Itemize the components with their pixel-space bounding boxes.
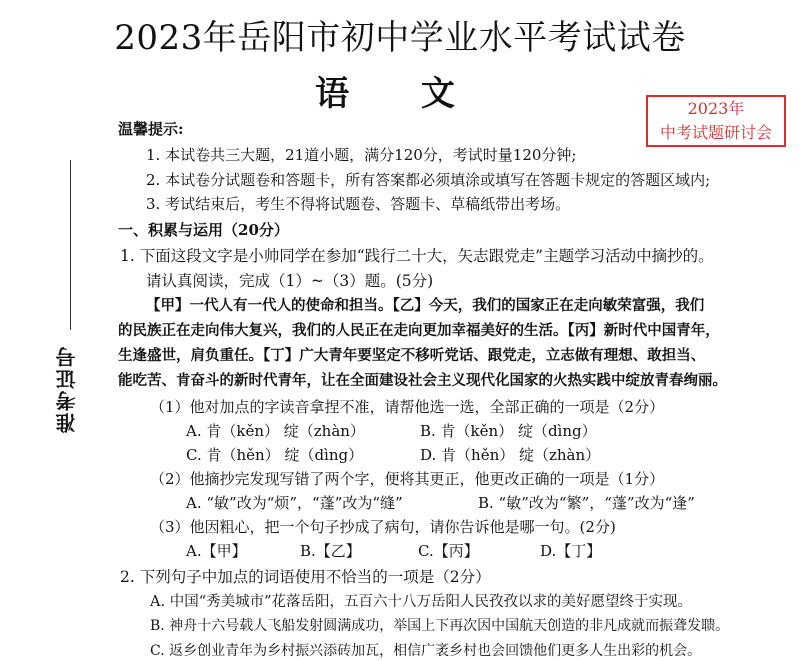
option-c: C. 返乡创业青年为乡村振兴添砖加瓦，相信广袤乡村也会回馈他们更多人生出彩的机会。 — [150, 643, 702, 659]
subquestion-1-stem: （1）他对加点的字读音拿捏不准，请帮他选一选，全部正确的一项是（2分） — [150, 398, 665, 416]
option-c: C.【丙】 — [418, 542, 479, 560]
option-c: C. 肯（hěn） 绽（dìng） — [186, 446, 364, 464]
question-2-stem: 2. 下列句子中加点的词语使用不恰当的一项是（2分） — [120, 568, 491, 586]
conference-stamp — [646, 95, 786, 147]
option-a: A.【甲】 — [186, 542, 247, 560]
tip-item: 1. 本试卷共三大题，21道小题，满分120分，考试时量120分钟; — [146, 146, 577, 164]
option-b: B. 肯（kěn） 绽（dìng） — [420, 422, 597, 440]
subject-title: 语 文 — [315, 74, 485, 114]
tip-item: 3. 考试结束后，考生不得将试题卷、答题卡、草稿纸带出考场。 — [146, 195, 571, 213]
option-a: A. 肯（kěn） 绽（zhàn） — [186, 422, 365, 440]
stamp-line-year: 2023年 — [687, 99, 745, 118]
passage-line: 能吃苦、肯奋斗的新时代青年，让在全面建设社会主义现代化国家的火热实践中绽放青春绚丽。 — [118, 372, 727, 389]
option-a: A. 中国“秀美城市”花落岳阳，五百六十八万岳阳人民孜孜以求的美好愿望终于实现。 — [150, 594, 693, 610]
section-heading: 一、积累与运用（20分） — [118, 221, 289, 239]
exam-title: 2023年岳阳市初中学业水平考试试卷 — [114, 18, 686, 58]
passage-line: 的民族正在走向伟大复兴，我们的人民正在走向更加幸福美好的生活。【丙】新时代中国青年， — [118, 322, 720, 339]
option-d: D. 肯（hěn） 绽（zhàn） — [420, 446, 601, 464]
tip-item: 2. 本试卷分试题卷和答题卡，所有答案都必须填涂或填写在答题卡规定的答题区域内; — [146, 171, 711, 189]
subquestion-2-stem: （2）他摘抄完发现写错了两个字，便将其更正，他更改正确的一项是（1分） — [150, 470, 665, 488]
candidate-number-label: 准考证号 — [55, 345, 79, 433]
candidate-number-line-top — [70, 160, 71, 330]
question-1-stem: 1. 下面这段文字是小帅同学在参加“践行二十大，矢志跟党走”主题学习活动中摘抄的。 — [120, 247, 714, 265]
option-b: B. “敏”改为“繁”，“蓬”改为“逢” — [478, 494, 695, 512]
passage-line: 生逢盛世，肩负重任。【丁】广大青年要坚定不移听党话、跟党走，立志做有理想、敢担当、 — [118, 347, 706, 364]
option-b: B. 神舟十六号载人飞船发射圆满成功，举国上下再次因中国航天创造的非凡成就而振聋发聩。 — [150, 618, 730, 634]
passage-line: 【甲】一代人有一代人的使命和担当。【乙】今天，我们的国家正在走向敏荣富强，我们 — [146, 297, 705, 314]
question-1-instruction: 请认真阅读，完成（1）~（3）题。(5分) — [146, 272, 434, 290]
option-d: D.【丁】 — [540, 542, 602, 560]
option-a: A. “敏”改为“烦”，“蓬”改为“缝” — [186, 494, 403, 512]
stamp-line-name: 中考试题研讨会 — [659, 123, 772, 142]
tips-heading: 温馨提示: — [118, 120, 184, 138]
subquestion-3-stem: （3）他因粗心，把一个句子抄成了病句，请你告诉他是哪一句。(2分) — [150, 518, 616, 536]
option-b: B.【乙】 — [300, 542, 361, 560]
